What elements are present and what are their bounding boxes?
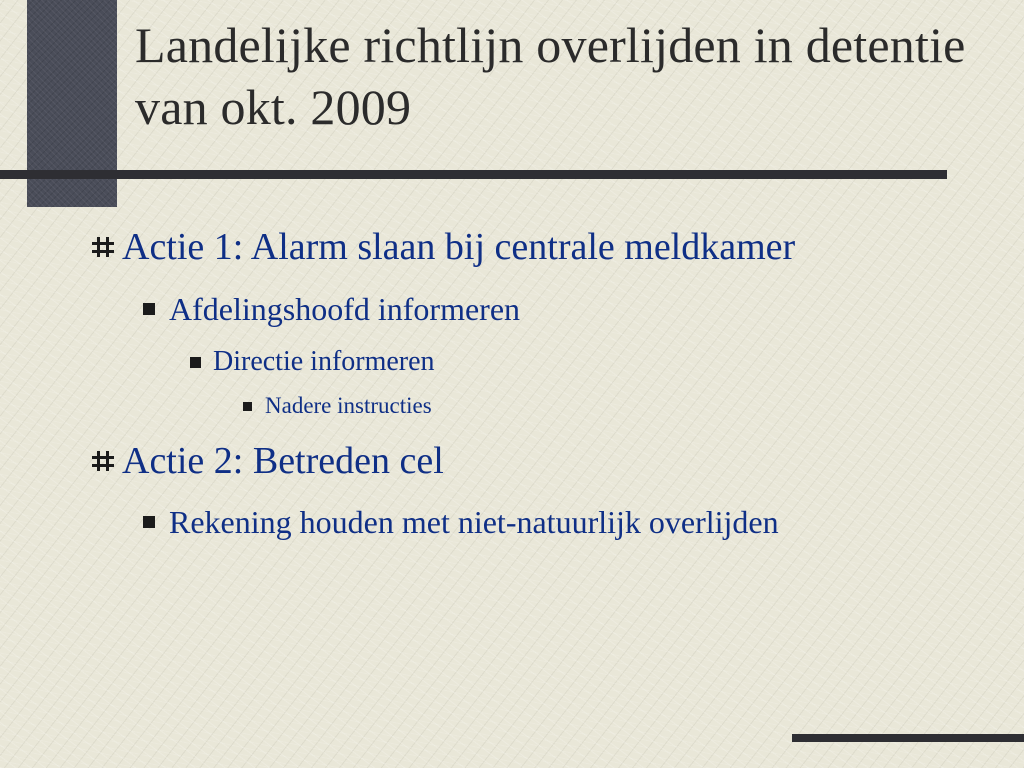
bullet-level-1 bbox=[92, 224, 795, 270]
square-bullet-icon bbox=[143, 303, 155, 315]
bullet-level-2 bbox=[143, 502, 779, 542]
slide-title: Landelijke richtlijn overlijden in detentie van okt. 2009 bbox=[135, 17, 966, 135]
bullet-level-3 bbox=[190, 344, 435, 380]
bullet-text: Afdelingshoofd informeren bbox=[169, 290, 521, 327]
hash-icon bbox=[92, 236, 114, 258]
square-bullet-icon bbox=[143, 516, 155, 528]
bullet-text: Actie 1: Alarm slaan bij centrale meldkamer bbox=[122, 226, 796, 268]
bullet-text: Directie informeren bbox=[213, 346, 435, 377]
hash-icon bbox=[92, 450, 114, 472]
square-bullet-icon bbox=[243, 402, 252, 411]
bullet-level-1 bbox=[92, 438, 444, 484]
bullet-text: Actie 2: Betreden cel bbox=[122, 440, 444, 482]
bullet-text: Rekening houden met niet-natuurlijk overlijden bbox=[169, 503, 779, 540]
bullet-level-2 bbox=[143, 289, 520, 329]
bullet-text: Nadere instructies bbox=[265, 393, 432, 418]
bullet-level-4 bbox=[243, 391, 432, 421]
square-bullet-icon bbox=[190, 357, 201, 368]
